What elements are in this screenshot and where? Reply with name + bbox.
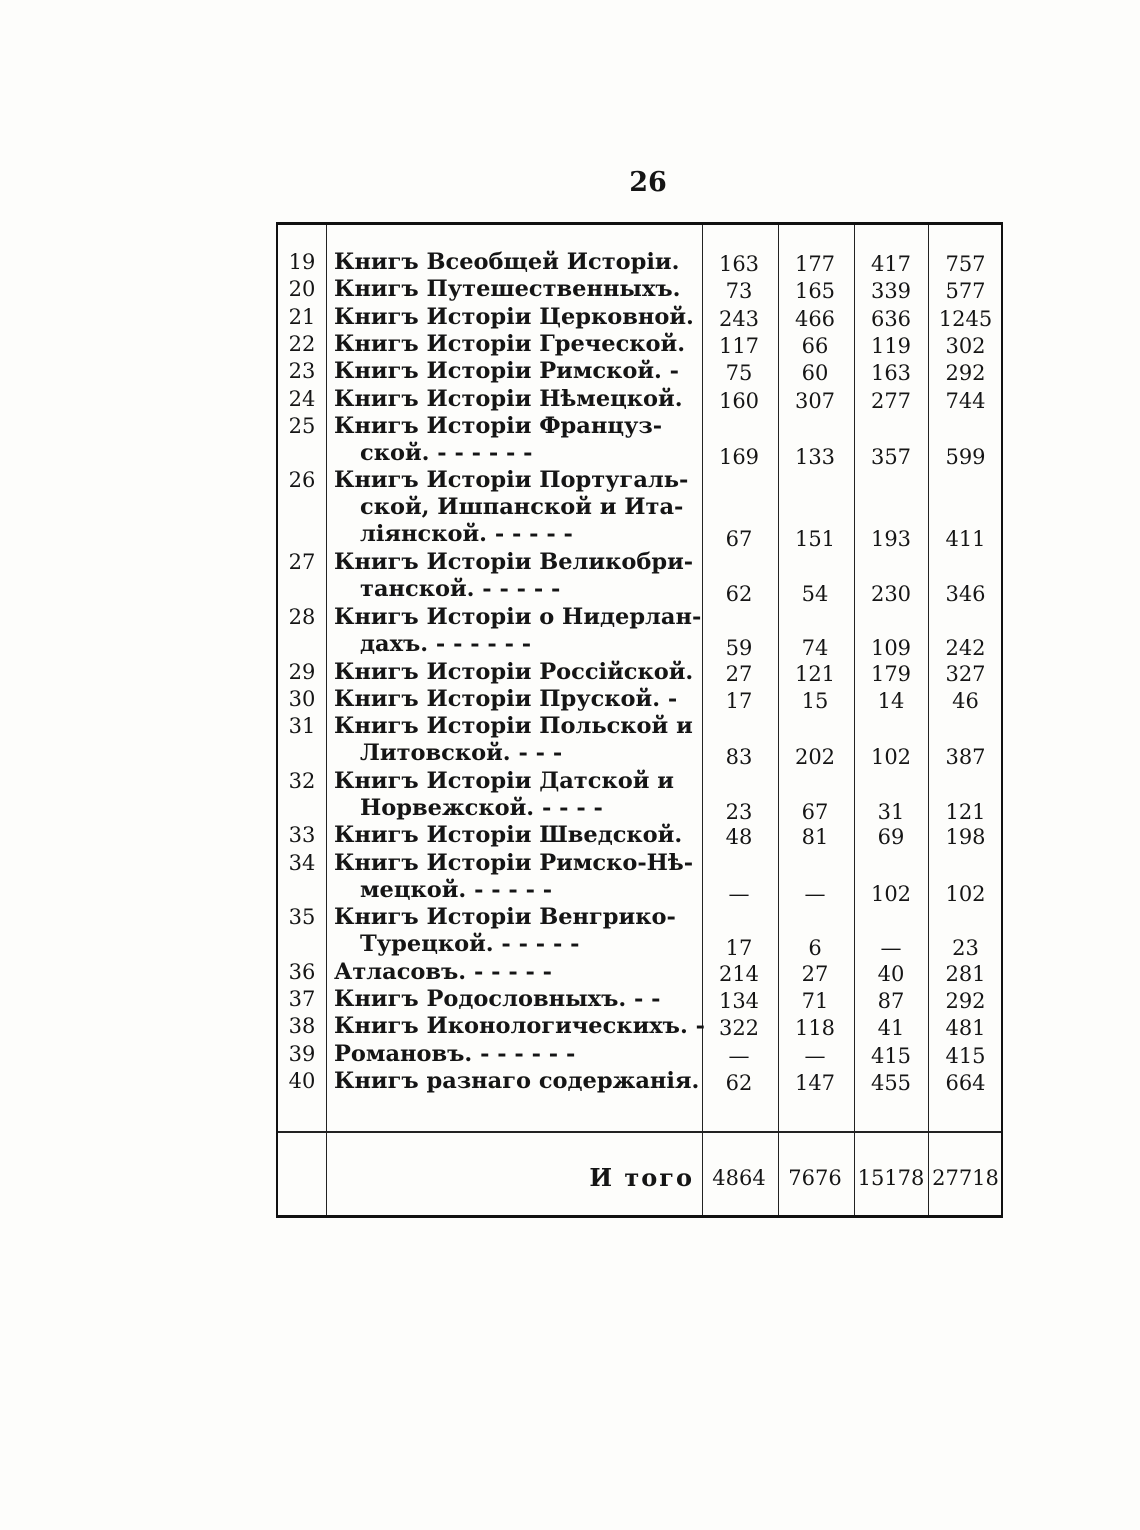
row-title-line: Книгъ Исторіи Венгрико- [334, 904, 676, 931]
row-title-line: Книгъ Исторіи Датской и [334, 767, 674, 794]
row-value: 17 [725, 936, 753, 961]
row-number: 23 [288, 359, 316, 384]
row-value: 102 [870, 881, 912, 906]
row-title [334, 658, 694, 686]
row-number: 27 [288, 550, 316, 575]
row-value: 75 [725, 361, 753, 386]
row-title [334, 1041, 690, 1068]
row-value: 133 [794, 445, 836, 470]
row-title-line: Книгъ Исторіи Пруской. - [334, 685, 678, 712]
row-title-line: Атласовъ. - - - - - [334, 958, 553, 985]
row-value: 242 [945, 636, 986, 661]
row-value: 23 [725, 799, 753, 824]
row-number: 22 [288, 331, 316, 356]
row-value: 346 [945, 581, 986, 606]
row-value: 202 [794, 745, 836, 770]
row-value: 15 [801, 688, 829, 713]
total-label: И того [589, 1163, 694, 1192]
row-value: 277 [870, 388, 912, 413]
row-title-line: ской, Ишпанской и Ита- [360, 494, 684, 521]
row-value: 71 [801, 989, 829, 1014]
row-title-line: ліянской. - - - - - [360, 521, 573, 548]
row-value: 757 [945, 252, 986, 276]
row-value: 387 [945, 745, 986, 770]
inventory-table [276, 222, 1003, 1218]
row-value: 411 [945, 526, 986, 551]
row-value: 230 [870, 581, 912, 606]
row-value: 121 [794, 661, 836, 686]
row-title-line: Турецкой. - - - - - [360, 931, 580, 958]
row-value: 83 [725, 745, 753, 770]
row-value: 357 [870, 445, 912, 470]
row-value: 62 [725, 581, 753, 606]
row-title [334, 331, 690, 358]
row-value: 169 [718, 445, 760, 470]
row-title [334, 713, 693, 767]
row-value: 198 [945, 825, 986, 850]
row-value: 1245 [938, 306, 993, 331]
row-title-line: Книгъ разнаго содержанія. [334, 1068, 700, 1094]
row-title [334, 986, 690, 1013]
row-title-line: Книгъ Всеобщей Исторіи. [334, 249, 680, 275]
row-title-line: Книгъ Исторіи Нѣмецкой. [334, 385, 683, 412]
row-value: 74 [801, 636, 829, 661]
row-title [334, 849, 694, 904]
row-title-line: Книгъ Путешественныхъ. [334, 276, 681, 303]
row-number: 31 [288, 714, 316, 739]
row-title-line: Литовской. - - - [360, 740, 563, 767]
row-value: 46 [952, 688, 979, 713]
row-number: 35 [288, 905, 316, 930]
row-value: 163 [870, 361, 912, 386]
row-value: 307 [794, 388, 836, 413]
row-number: 40 [288, 1069, 316, 1093]
row-title [334, 386, 690, 413]
page-number: 26 [629, 167, 667, 198]
row-value: 87 [877, 989, 905, 1014]
row-value: 54 [801, 581, 829, 606]
row-value: 102 [945, 881, 986, 906]
row-value: 60 [801, 361, 829, 386]
total-value: 27718 [932, 1166, 999, 1190]
row-title [334, 1013, 705, 1040]
row-number: 21 [288, 304, 316, 329]
row-value: 109 [870, 636, 912, 661]
row-value: 292 [945, 989, 986, 1014]
row-title-line: Романовъ. - - - - - - [334, 1040, 576, 1067]
row-value: 73 [725, 279, 753, 304]
row-value: 134 [718, 989, 760, 1014]
row-value: — [804, 881, 826, 906]
row-number: 29 [288, 659, 316, 684]
row-value: 102 [870, 745, 912, 770]
row-value: 327 [945, 661, 986, 686]
row-title-line: Книгъ Исторіи Россійской. [334, 658, 694, 685]
row-value: 48 [725, 825, 753, 850]
row-value: 163 [718, 252, 760, 276]
row-value: 67 [801, 799, 829, 824]
row-value: 121 [945, 799, 986, 824]
row-value: 417 [870, 252, 912, 276]
row-value: — [804, 1043, 826, 1068]
row-value: 69 [877, 825, 905, 850]
row-value: — [880, 936, 902, 961]
row-title [334, 549, 694, 603]
row-value: 23 [952, 936, 979, 961]
row-title-line: Книгъ Исторіи о Нидерлан- [334, 603, 702, 630]
row-value: 14 [877, 688, 905, 713]
row-value: 40 [877, 961, 905, 986]
row-title [334, 904, 690, 958]
row-title-line: Книгъ Родословныхъ. - - [334, 986, 661, 1013]
row-value: 118 [794, 1016, 836, 1041]
row-value: 455 [870, 1071, 912, 1095]
row-value: 664 [945, 1071, 986, 1095]
row-number: 38 [288, 1014, 316, 1039]
row-value: 179 [870, 661, 912, 686]
row-title-line: Книгъ Исторіи Римско-Нѣ- [334, 849, 694, 876]
row-title-line: Книгъ Иконологическихъ. - [334, 1013, 705, 1040]
row-value: 147 [794, 1071, 836, 1095]
row-title-line: Книгъ Исторіи Великобри- [334, 549, 694, 576]
row-value: 577 [945, 279, 986, 304]
row-title-line: Норвежской. - - - - [360, 794, 603, 821]
row-value: 81 [801, 825, 829, 850]
row-title-line: Книгъ Исторіи Церковной. [334, 303, 694, 330]
row-value: 27 [725, 661, 753, 686]
row-value: 62 [725, 1071, 753, 1095]
row-title [334, 249, 690, 276]
row-title-line: Книгъ Исторіи Римской. - [334, 358, 680, 385]
row-value: 17 [725, 688, 753, 713]
row-value: 415 [870, 1043, 912, 1068]
row-title-line: ской. - - - - - - [360, 439, 533, 466]
row-value: 302 [945, 333, 986, 358]
row-title [334, 276, 690, 303]
row-value: 292 [945, 361, 986, 386]
row-number: 26 [288, 468, 316, 493]
total-value: 4864 [712, 1166, 766, 1190]
row-number: 34 [288, 850, 316, 875]
row-value: 151 [794, 526, 836, 551]
row-title [334, 1068, 700, 1095]
row-title [334, 358, 690, 385]
row-value: — [728, 1043, 750, 1068]
row-value: 67 [725, 526, 753, 551]
row-value: — [728, 881, 750, 906]
row-number: 37 [288, 987, 316, 1012]
row-title [334, 603, 702, 658]
row-title-line: Книгъ Исторіи Шведской. [334, 822, 683, 849]
row-value: 31 [877, 799, 905, 824]
row-value: 599 [945, 445, 986, 470]
row-value: 165 [794, 279, 836, 304]
row-value: 744 [945, 388, 986, 413]
row-number: 30 [288, 686, 316, 711]
total-separator [278, 1131, 1001, 1133]
row-title [334, 959, 690, 986]
row-title-line: дахъ. - - - - - - [360, 630, 532, 657]
row-value: 59 [725, 636, 753, 661]
row-title-line: мецкой. - - - - - [360, 876, 553, 903]
row-value: 177 [794, 252, 836, 276]
row-value: 466 [794, 306, 836, 331]
row-value: 6 [808, 936, 822, 961]
row-value: 322 [718, 1016, 760, 1041]
row-number: 33 [288, 823, 316, 848]
row-value: 41 [877, 1016, 905, 1041]
row-title [334, 768, 690, 822]
row-number: 24 [288, 386, 316, 411]
row-value: 117 [718, 333, 760, 358]
row-title-line: Книгъ Исторіи Греческой. [334, 330, 686, 357]
row-title [334, 686, 690, 713]
row-title-line: Книгъ Исторіи Француз- [334, 412, 663, 439]
row-value: 636 [870, 306, 912, 331]
row-number: 32 [288, 768, 316, 793]
row-value: 481 [945, 1016, 986, 1041]
row-value: 66 [801, 333, 829, 358]
row-value: 119 [870, 333, 912, 358]
row-number: 25 [288, 413, 316, 438]
column-divider [326, 225, 327, 1215]
row-title [334, 822, 690, 849]
row-value: 281 [945, 961, 986, 986]
row-title-line: Книгъ Исторіи Польской и [334, 713, 693, 740]
row-title-line: Книгъ Исторіи Португаль- [334, 467, 689, 494]
total-value: 15178 [857, 1166, 925, 1190]
row-number: 20 [288, 277, 316, 302]
row-title [334, 467, 690, 548]
row-value: 160 [718, 388, 760, 413]
row-value: 415 [945, 1043, 986, 1068]
row-value: 193 [870, 526, 912, 551]
row-value: 27 [801, 961, 829, 986]
row-value: 339 [870, 279, 912, 304]
row-title [334, 413, 690, 467]
row-value: 243 [718, 306, 760, 331]
row-number: 39 [288, 1041, 316, 1066]
row-title [334, 303, 694, 331]
row-title-line: танской. - - - - - [360, 576, 561, 603]
row-number: 28 [288, 604, 316, 629]
row-number: 36 [288, 959, 316, 984]
total-value: 7676 [788, 1166, 842, 1190]
row-value: 214 [718, 961, 760, 986]
row-number: 19 [288, 250, 316, 274]
